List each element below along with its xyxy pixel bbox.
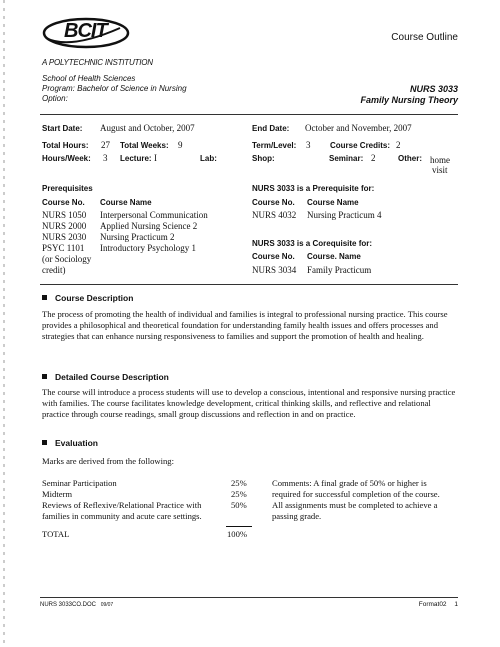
course-name: Nursing Practicum 4 [307,210,382,220]
section-title: Course Description [55,293,134,303]
total-label: TOTAL [42,529,70,539]
course-no: NURS 2030 [42,232,87,242]
other-line-1: home [430,155,450,165]
evaluation-table [42,478,252,522]
item-label: Midterm [42,489,73,499]
table-row [42,500,252,511]
table-row [42,478,252,489]
start-date: August and October, 2007 [100,123,195,133]
prereq-col-name: Course Name [100,198,152,207]
course-name: Interpersonal Communication [100,210,208,220]
course-no: PSYC 1101 [42,243,85,253]
footer-date: 09/07 [100,602,114,608]
item-pct: 50% [231,500,247,510]
course-name: Introductory Psychology 1 [100,243,196,253]
table-row [252,210,382,221]
header-divider [40,114,458,115]
hours-week: 3 [103,153,108,163]
course-no: NURS 4032 [252,210,297,220]
comment-line: Comments: A final grade of 50% or higher is [272,478,427,488]
prereq-for-title: NURS 3033 is a Prerequisite for: [252,184,375,193]
end-date: October and November, 2007 [305,123,412,133]
coreq-col-name: Course. Name [307,252,361,261]
table-row [42,232,208,243]
prereq-title: Prerequisites [42,184,93,193]
square-bullet-icon [42,440,47,445]
tagline: A POLYTECHNIC INSTITUTION [42,58,153,67]
shop-label: Shop: [252,154,275,163]
credits-label: Course Credits: [330,141,391,150]
item-pct: 25% [231,478,247,488]
total-rule [226,526,252,527]
course-no: NURS 1050 [42,210,87,220]
table-row [42,489,252,500]
square-bullet-icon [42,374,47,379]
comment-line: passing grade. [272,511,322,521]
item-label-continued: families in community and acute care settings. [42,511,202,521]
coreq-col-no: Course No. [252,252,295,261]
footer-filename [40,602,113,608]
item-label: Seminar Participation [42,478,117,488]
course-no: NURS 2000 [42,221,87,231]
option-label: Option: [42,94,68,103]
prereq-for-col-no: Course No. [252,198,295,207]
seminar-label: Seminar: [329,154,364,163]
prereq-divider [40,284,458,285]
course-code: NURS 3033 [409,84,458,94]
table-row [42,210,208,221]
start-date-label: Start Date: [42,124,83,133]
prereq-note: credit) [42,265,66,275]
seminar: 2 [371,153,376,163]
evaluation-comments [272,478,440,522]
footer-format: Format02 [418,601,447,608]
section-title: Detailed Course Description [55,372,169,382]
course-name: Family Practicum [307,265,372,275]
detailed-description-text: The course will introduce a process students will use to develop a conscious, intentional and responsive nursing practice with families. The course facilitates knowledge development, critical thinking skills, and reflective and relational practice through course readings, small group discussions and reflection in and on practice. [42,387,456,419]
other-label: Other: [398,154,422,163]
course-name: Applied Nursing Science 2 [100,221,198,231]
term: 3 [306,140,311,150]
school-name: School of Health Sciences [42,74,136,83]
course-description-text: The process of promoting the health of individual and families is integral to professional nursing practice. This course provides a philosophical and theoretical foundation for understanding family health issues and offers processes and strategies that can enhance nursing responsiveness to families and support the promotion of health and healing. [42,309,448,341]
total-weeks-label: Total Weeks: [120,141,169,150]
other-line-2: visit [432,165,448,175]
table-row [252,265,371,276]
detailed-description-heading [42,372,169,382]
prereq-note: (or Sociology [42,254,92,264]
lab-label: Lab: [200,154,217,163]
comment-line: required for successful completion of the course. [272,489,440,499]
section-title: Evaluation [55,438,98,448]
square-bullet-icon [42,295,47,300]
table-row [42,243,208,254]
bcit-logo [40,14,130,54]
total-pct: 100% [227,529,248,539]
footer-right [419,601,458,608]
total-hours-label: Total Hours: [42,141,89,150]
credits: 2 [396,140,401,150]
hours-week-label: Hours/Week: [42,154,91,163]
prereq-for-col-name: Course Name [307,198,359,207]
lecture: I [154,153,157,163]
coreq-title: NURS 3033 is a Corequisite for: [252,239,373,248]
lecture-label: Lecture: [120,154,152,163]
logo-text: BCIT [64,20,107,42]
doc-type: Course Outline [391,32,458,43]
course-name: Nursing Practicum 2 [100,232,175,242]
total-weeks: 9 [178,140,183,150]
course-description-heading [42,293,133,303]
term-label: Term/Level: [252,141,297,150]
item-pct: 25% [231,489,247,499]
course-title: Family Nursing Theory [360,95,458,105]
footer-doc: NURS 3033CO.DOC [40,602,97,608]
scan-edge-artifact [0,0,8,647]
comment-line: All assignments must be completed to achieve a [272,500,438,510]
program-name: Program: Bachelor of Science in Nursing [42,84,187,93]
total-hours: 27 [101,140,110,150]
table-row [42,221,208,232]
item-label: Reviews of Reflexive/Relational Practice with [42,500,202,510]
end-date-label: End Date: [252,124,290,133]
footer-divider [40,597,458,598]
evaluation-intro: Marks are derived from the following: [42,456,174,466]
page-number: 1 [454,601,458,608]
prereq-table [42,210,208,276]
prereq-col-no: Course No. [42,198,85,207]
evaluation-heading [42,438,98,448]
course-no: NURS 3034 [252,265,297,275]
